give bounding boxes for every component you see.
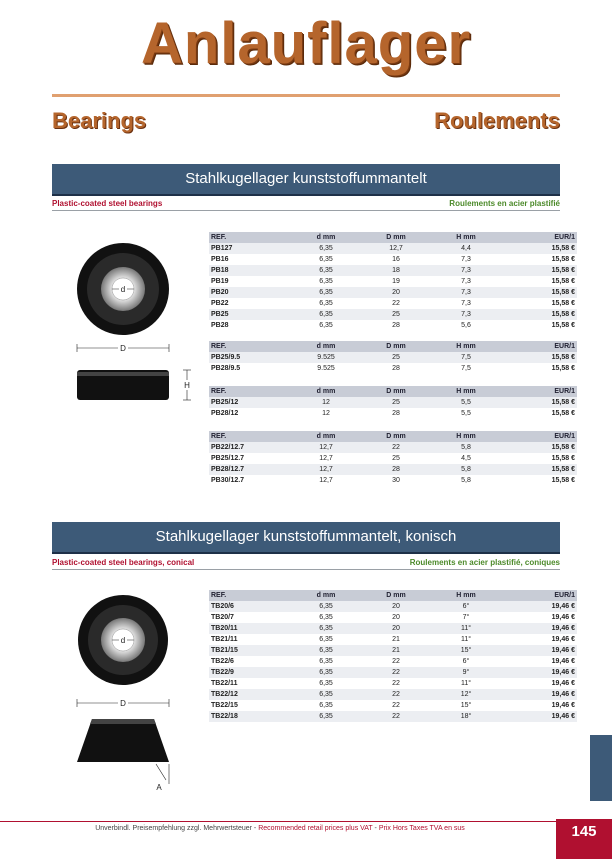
cell: PB25/12 [209, 397, 291, 408]
cell: 12,7 [291, 475, 361, 486]
cell: 20 [361, 612, 431, 623]
D-label: D [120, 344, 126, 353]
col-ref: REF. [209, 431, 291, 442]
cell: 12° [431, 689, 501, 700]
section1-table-4 [209, 431, 577, 486]
table-row [209, 265, 577, 276]
cell: 15,58 € [501, 320, 577, 331]
footer-sep: - [372, 825, 379, 832]
cell: 19,46 € [501, 678, 577, 689]
page-title: Anlauflager [140, 11, 472, 76]
table-row [209, 397, 577, 408]
cell: 4,4 [431, 243, 501, 254]
section1-table-2 [209, 341, 577, 374]
table-row [209, 276, 577, 287]
cell: 6,35 [291, 612, 361, 623]
cell: 6,35 [291, 645, 361, 656]
cell: 6,35 [291, 601, 361, 612]
cell: 15,58 € [501, 397, 577, 408]
cell: 7,3 [431, 287, 501, 298]
cell: 22 [361, 711, 431, 722]
cell: 11° [431, 623, 501, 634]
table-row [209, 634, 577, 645]
cell: 6,35 [291, 656, 361, 667]
col-ref: REF. [209, 341, 291, 352]
col-d: d mm [291, 590, 361, 601]
cell: PB19 [209, 276, 291, 287]
cell: 7,3 [431, 276, 501, 287]
cell: 5,8 [431, 475, 501, 486]
cell: 15,58 € [501, 453, 577, 464]
cell: 12 [291, 397, 361, 408]
d-label: d [120, 285, 126, 294]
cell: 6,35 [291, 623, 361, 634]
cell: 15,58 € [501, 475, 577, 486]
cell: 20 [361, 287, 431, 298]
table-row [209, 623, 577, 634]
cell: 6,35 [291, 265, 361, 276]
cell: 7,5 [431, 363, 501, 374]
cell: TB22/11 [209, 678, 291, 689]
cell: PB28/12 [209, 408, 291, 419]
cell: 30 [361, 475, 431, 486]
cell: 20 [361, 623, 431, 634]
footer-fr: Prix Hors Taxes TVA en sus [378, 825, 465, 832]
cell: 6,35 [291, 276, 361, 287]
table-row [209, 363, 577, 374]
col-H: H mm [431, 341, 501, 352]
cell: 6,35 [291, 711, 361, 722]
cell: 19,46 € [501, 700, 577, 711]
cell: 6,35 [291, 700, 361, 711]
cell: 6,35 [291, 309, 361, 320]
col-D: D mm [361, 431, 431, 442]
section2-table [209, 590, 577, 722]
col-d: d mm [291, 386, 361, 397]
cell: 19,46 € [501, 612, 577, 623]
cell: 15,58 € [501, 464, 577, 475]
col-D: D mm [361, 232, 431, 243]
cell: 12,7 [291, 442, 361, 453]
cell: 22 [361, 656, 431, 667]
section1-diagram [70, 240, 200, 420]
section2-diagram [70, 592, 200, 792]
cell: 15,58 € [501, 309, 577, 320]
cell: 25 [361, 453, 431, 464]
cell: 22 [361, 298, 431, 309]
cell: 6,35 [291, 667, 361, 678]
cell: 7,3 [431, 298, 501, 309]
cell: TB22/15 [209, 700, 291, 711]
section2-rule [52, 569, 560, 570]
cell: 21 [361, 645, 431, 656]
cell: 12,7 [361, 243, 431, 254]
d-label: d [120, 636, 126, 645]
cell: 7,3 [431, 265, 501, 276]
cell: TB20/11 [209, 623, 291, 634]
A-label: A [156, 783, 162, 792]
table-row [209, 601, 577, 612]
col-ref: REF. [209, 386, 291, 397]
page-number: 145 [556, 819, 612, 859]
cell: 20 [361, 601, 431, 612]
table-row [209, 612, 577, 623]
table-row [209, 475, 577, 486]
cell: 9.525 [291, 363, 361, 374]
cell: TB22/9 [209, 667, 291, 678]
cell: 19,46 € [501, 601, 577, 612]
cell: 4,5 [431, 453, 501, 464]
cell: 6,35 [291, 634, 361, 645]
cell: 15,58 € [501, 363, 577, 374]
cell: 15,58 € [501, 442, 577, 453]
cell: PB28/9.5 [209, 363, 291, 374]
cell: 15,58 € [501, 352, 577, 363]
cell: 7,3 [431, 309, 501, 320]
cell: 25 [361, 397, 431, 408]
cell: 25 [361, 309, 431, 320]
table-row [209, 287, 577, 298]
cell: TB20/7 [209, 612, 291, 623]
cell: 25 [361, 352, 431, 363]
cell: 28 [361, 408, 431, 419]
cell: 19,46 € [501, 623, 577, 634]
cell: 7,5 [431, 352, 501, 363]
table-row [209, 656, 577, 667]
cell: PB25/12.7 [209, 453, 291, 464]
cell: 28 [361, 363, 431, 374]
cell: 6° [431, 601, 501, 612]
cell: 6,35 [291, 320, 361, 331]
col-D: D mm [361, 590, 431, 601]
cell: 22 [361, 678, 431, 689]
footer-rule [0, 821, 560, 822]
col-price: EUR/1 [501, 590, 577, 601]
cell: 28 [361, 464, 431, 475]
cell: 6,35 [291, 298, 361, 309]
cell: PB16 [209, 254, 291, 265]
cell: PB28/12.7 [209, 464, 291, 475]
table-row [209, 667, 577, 678]
cell: 6° [431, 656, 501, 667]
conical-profile [77, 719, 169, 762]
table-row [209, 464, 577, 475]
col-d: d mm [291, 232, 361, 243]
cell: PB25/9.5 [209, 352, 291, 363]
cell: 15,58 € [501, 298, 577, 309]
table-row [209, 700, 577, 711]
cell: 22 [361, 442, 431, 453]
cell: 6,35 [291, 254, 361, 265]
cell: PB25 [209, 309, 291, 320]
cell: 5,5 [431, 397, 501, 408]
col-H: H mm [431, 232, 501, 243]
cell: 5,8 [431, 442, 501, 453]
cell: 5,5 [431, 408, 501, 419]
H-label: H [184, 381, 190, 390]
side-tab [590, 735, 612, 801]
table-row [209, 254, 577, 265]
footer-de: Unverbindl. Preisempfehlung zzgl. Mehrwertsteuer - [95, 825, 259, 832]
col-price: EUR/1 [501, 386, 577, 397]
cell: 15° [431, 700, 501, 711]
col-d: d mm [291, 431, 361, 442]
table-row [209, 298, 577, 309]
col-price: EUR/1 [501, 232, 577, 243]
section1-table-3 [209, 386, 577, 419]
cell: 22 [361, 667, 431, 678]
cell: 16 [361, 254, 431, 265]
cell: PB22 [209, 298, 291, 309]
cell: PB30/12.7 [209, 475, 291, 486]
cell: 9.525 [291, 352, 361, 363]
table-row [209, 243, 577, 254]
cell: 22 [361, 700, 431, 711]
cell: 6,35 [291, 243, 361, 254]
cell: PB28 [209, 320, 291, 331]
cell: 19,46 € [501, 689, 577, 700]
footer-en: Recommended retail prices plus VAT [258, 825, 373, 832]
cell: 21 [361, 634, 431, 645]
cell: 5,8 [431, 464, 501, 475]
cell: 19,46 € [501, 711, 577, 722]
col-D: D mm [361, 386, 431, 397]
cell: 12,7 [291, 453, 361, 464]
col-ref: REF. [209, 232, 291, 243]
cell: TB22/12 [209, 689, 291, 700]
cell: 6,35 [291, 689, 361, 700]
col-price: EUR/1 [501, 341, 577, 352]
col-ref: REF. [209, 590, 291, 601]
cell: 15,58 € [501, 276, 577, 287]
table-row [209, 320, 577, 331]
cell: 19 [361, 276, 431, 287]
cell: 9° [431, 667, 501, 678]
col-H: H mm [431, 590, 501, 601]
cell: PB20 [209, 287, 291, 298]
cell: 11° [431, 634, 501, 645]
cell: PB127 [209, 243, 291, 254]
cell: 28 [361, 320, 431, 331]
cell: 12 [291, 408, 361, 419]
D-label: D [120, 699, 126, 708]
section1-table-1 [209, 232, 577, 331]
cell: TB20/6 [209, 601, 291, 612]
title-divider [52, 94, 560, 97]
subtitle-french: Roulements [434, 108, 560, 133]
section2-label-en: Plastic-coated steel bearings, conical [52, 558, 195, 567]
cell: TB21/11 [209, 634, 291, 645]
table-row [209, 442, 577, 453]
cell: 18 [361, 265, 431, 276]
cell: 19,46 € [501, 634, 577, 645]
col-price: EUR/1 [501, 431, 577, 442]
cell: 7° [431, 612, 501, 623]
cell: 6,35 [291, 678, 361, 689]
table-row [209, 408, 577, 419]
table-row [209, 453, 577, 464]
cell: 15,58 € [501, 408, 577, 419]
footer-note [0, 825, 560, 832]
cell: TB22/18 [209, 711, 291, 722]
section2-band: Stahlkugellager kunststoffummantelt, konisch [52, 522, 560, 554]
table-row [209, 678, 577, 689]
table-row [209, 689, 577, 700]
section2-label-fr: Roulements en acier plastifié, coniques [409, 558, 560, 567]
cell: 7,3 [431, 254, 501, 265]
cell: 18° [431, 711, 501, 722]
cell: PB18 [209, 265, 291, 276]
cell: 19,46 € [501, 667, 577, 678]
cell: 12,7 [291, 464, 361, 475]
cell: 22 [361, 689, 431, 700]
section1-label-en: Plastic-coated steel bearings [52, 199, 163, 208]
section1-band: Stahlkugellager kunststoffummantelt [52, 164, 560, 196]
table-row [209, 711, 577, 722]
cell: 15,58 € [501, 265, 577, 276]
col-d: d mm [291, 341, 361, 352]
table-row [209, 309, 577, 320]
cell: 15,58 € [501, 243, 577, 254]
cell: 6,35 [291, 287, 361, 298]
subtitle-english: Bearings [52, 108, 147, 133]
col-H: H mm [431, 386, 501, 397]
table-row [209, 352, 577, 363]
cell: 19,46 € [501, 645, 577, 656]
cell: 5,6 [431, 320, 501, 331]
cell: 15° [431, 645, 501, 656]
cell: 19,46 € [501, 656, 577, 667]
cell: PB22/12.7 [209, 442, 291, 453]
col-H: H mm [431, 431, 501, 442]
cell: 15,58 € [501, 287, 577, 298]
col-D: D mm [361, 341, 431, 352]
section1-rule [52, 210, 560, 211]
table-row [209, 645, 577, 656]
cell: 15,58 € [501, 254, 577, 265]
section1-label-fr: Roulements en acier plastifié [449, 199, 560, 208]
cell: 11° [431, 678, 501, 689]
cell: TB22/6 [209, 656, 291, 667]
cell: TB21/15 [209, 645, 291, 656]
